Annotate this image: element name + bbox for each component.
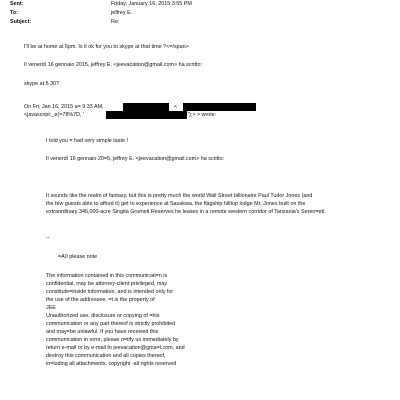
please-note: =A0 please note bbox=[58, 254, 98, 260]
sent-label: Sent: bbox=[10, 1, 24, 7]
quoted-paragraph-line-3: extraordinary 346,000-acre Singita Grumeti Reserves he leases in a remote western corridor of Tanzania's Seren=eti. bbox=[46, 209, 326, 215]
disclaimer-line: return e-mail or by e-mail to jeevacation@gma=l.com, and bbox=[46, 345, 185, 351]
quote-attribution-end: ');> > wrote: bbox=[188, 112, 217, 118]
signature-dashes: -- bbox=[46, 235, 50, 241]
to-label: To: bbox=[10, 10, 18, 16]
disclaimer-line: the use of the addressee. =t is the property of bbox=[46, 297, 155, 303]
quoted-paragraph-line-1: It sounds like the realm of fantasy, but this is pretty much the world Wall Street billionaire Paul Tudor Jones (and bbox=[46, 193, 313, 199]
disclaimer-line: and may=be unlawful. If you have received this bbox=[46, 329, 159, 335]
body-line-3: skype at 5 30? bbox=[24, 81, 60, 87]
body-line-2: Il venerdì 16 gennaio 2015, jeffrey E. <jeevacation@gmail.com> ha scritto: bbox=[24, 62, 202, 68]
sent-value: Friday, January 16, 2015 3:55 PM bbox=[111, 1, 192, 7]
quote-attribution-js: <javascript:_e(=78%7D, ' bbox=[24, 112, 85, 118]
redaction-bar bbox=[106, 111, 187, 119]
quote-attribution-lt: < bbox=[174, 104, 178, 110]
subject-label: Subject: bbox=[10, 19, 32, 25]
disclaimer-line: confidential, may be attorney-client privileged, may bbox=[46, 281, 168, 287]
disclaimer-line: communication or any part thereof is strictly prohibited bbox=[46, 321, 176, 327]
redaction-bar bbox=[183, 103, 256, 111]
quoted-line-2: Il venerdì 16 gennaio 20=5, jeffrey E. <jeevacation@gmail.com> ha scritto: bbox=[46, 156, 225, 162]
to-value: jeffrey E. bbox=[111, 10, 133, 16]
quoted-line-1: I told you = had very simple taste ! bbox=[46, 138, 128, 144]
body-line-1: I'll be at home at 6pm. Is it ok for you to skype at that time ?<=/span> bbox=[24, 44, 189, 50]
disclaimer-line: in=luding all attachments. copyright -all rights reserved bbox=[46, 361, 177, 367]
disclaimer-line: JEE bbox=[46, 305, 56, 311]
disclaimer-line: destroy this communication and all copies thereof, bbox=[46, 353, 166, 359]
disclaimer-line: Unauthorized use, disclosure or copying of =his bbox=[46, 313, 160, 319]
disclaimer-line: The information contained in this communicati=n is bbox=[46, 273, 168, 279]
quote-attribution-start: On Fri, Jan 16, 2015 a= 9:33 AM, bbox=[24, 104, 104, 110]
subject-value: Re: bbox=[111, 19, 120, 25]
disclaimer-line: constitute=inside information, and is intended only for bbox=[46, 289, 174, 295]
disclaimer-line: communication in error, please n=tify us immediately by bbox=[46, 337, 179, 343]
quoted-paragraph-line-2: the few guests able to afford it) get to experience at Sasakwa, the flagship hilltop lodge Mr. Jones built on the bbox=[46, 201, 306, 207]
redaction-bar bbox=[123, 103, 169, 111]
